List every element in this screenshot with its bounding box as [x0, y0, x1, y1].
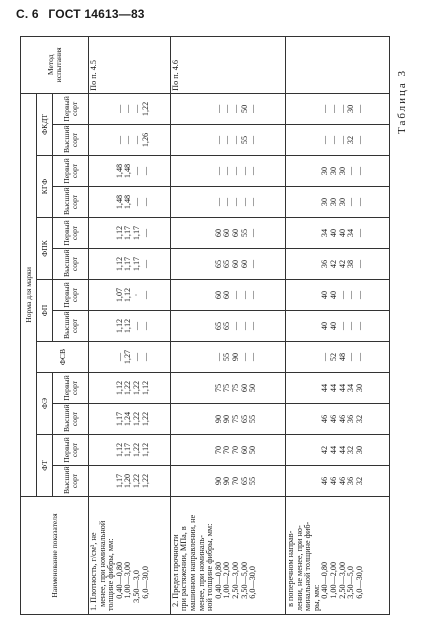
header-brand-kgf: КГФ — [37, 156, 53, 218]
grade-first: Первый сорт — [53, 156, 89, 187]
value-cell: 1,12 1,22 1,22 1,12 — [89, 373, 171, 404]
value-cell: 36 42 42 38 — — [285, 249, 389, 280]
value-cell: 30 30 30 — — — [285, 187, 389, 218]
header-norm: Норма для марки — [21, 93, 37, 496]
value-cell: 40 40 — — — — [285, 280, 389, 311]
table-row — [89, 36, 171, 614]
value-cell: 70 70 70 60 50 — [170, 435, 285, 466]
value-cell: 65 65 60 60 — — [170, 249, 285, 280]
grade-top: Высший сорт — [53, 125, 89, 156]
value-cell: 65 65 — — — — [170, 311, 285, 342]
standard-code: ГОСТ 14613—83 — [48, 7, 145, 21]
grade-first: Первый сорт — [53, 373, 89, 404]
value-cell: — — — 1,22 — [89, 93, 171, 124]
grade-first: Первый сорт — [53, 93, 89, 124]
method-cell — [285, 36, 389, 93]
indicator-name: 2. Предел прочности при растяжении, МПа, в машинном направлении, не менее, при номиналь- ной толщине фибры, мм: 0,40—0,80 1,00—2,00 2,50—3,00 3,50—5,00 6,0—30,0 — [170, 497, 285, 615]
method-cell: По п. 4.6 — [170, 36, 285, 93]
grade-first: Первый сорт — [53, 218, 89, 249]
value-cell: 42 44 44 32 30 — [285, 435, 389, 466]
value-cell: 40 40 — — — — [285, 311, 389, 342]
grade-top: Высший сорт — [53, 404, 89, 435]
value-cell: — 52 48 — — — [285, 342, 389, 373]
header-brand-fp: ФП — [37, 280, 53, 342]
value-cell: 1,48 1,48 — — — [89, 156, 171, 187]
value-cell: 34 40 40 34 — — [285, 218, 389, 249]
value-cell: 1,17 1,20 1,22 1,22 — [89, 466, 171, 497]
indicator-name: 1. Плотность, г/см³, не менее, при номинальной толщине фибры, мм: 0,40—0,80 1,00—3,00 3,50—3,0 6,0—30,0 — [89, 497, 171, 615]
table-row — [170, 36, 285, 614]
value-cell: — — — 50 — — [170, 93, 285, 124]
value-cell: 1,12 1,17 1,22 1,12 — [89, 435, 171, 466]
value-cell: — — — 32 — — [285, 125, 389, 156]
grade-first: Первый сорт — [53, 280, 89, 311]
grade-top: Высший сорт — [53, 249, 89, 280]
grade-top: Высший сорт — [53, 311, 89, 342]
value-cell: 1,07 1,12 · — — [89, 280, 171, 311]
value-cell: 1,48 1,48 — — — [89, 187, 171, 218]
header-brand-fpk: ФПК — [37, 218, 53, 280]
value-cell: 1,12 1,12 — — — [89, 311, 171, 342]
value-cell: 60 60 60 55 — — [170, 218, 285, 249]
value-cell: — 1,27 — — — [89, 342, 171, 373]
value-cell: 1,12 1,17 1,17 — — [89, 218, 171, 249]
value-cell: 90 90 70 65 55 — [170, 466, 285, 497]
header-method: Метод испытания — [21, 36, 89, 93]
value-cell: 60 60 — — — — [170, 280, 285, 311]
table-body — [89, 36, 390, 614]
value-cell: 46 46 46 36 32 — [285, 466, 389, 497]
page-number: С. 6 — [16, 7, 39, 21]
table-title: Таблица 3 — [396, 68, 408, 134]
value-cell: — — — — — — [170, 156, 285, 187]
header-indicator-name: Наименование показателя — [21, 497, 89, 615]
header-brand-fe: ФЭ — [37, 373, 53, 435]
header-brand-fsv: ФСВ — [37, 342, 89, 373]
value-cell: 1,12 1,17 1,17 — — [89, 249, 171, 280]
value-cell: 44 44 44 34 30 — [285, 373, 389, 404]
value-cell: — — — 30 — — [285, 93, 389, 124]
value-cell: 75 75 75 60 50 — [170, 373, 285, 404]
value-cell: 30 30 30 — — — [285, 156, 389, 187]
value-cell: — 55 90 — — — [170, 342, 285, 373]
value-cell: 90 90 75 65 55 — [170, 404, 285, 435]
header-brand-ft: ФТ — [37, 435, 53, 497]
grade-top: Высший сорт — [53, 187, 89, 218]
indicator-name: в поперечном направ- лении, не менее, при но- минальной толщине фиб- ры, мм: 0,40—0,80 1,00—2,00 2,50—3,00 3,50—5,0 6,0—30,0 — [285, 497, 389, 615]
method-cell: По п. 4.5 — [89, 36, 171, 93]
value-cell: 46 46 46 36 32 — [285, 404, 389, 435]
table-row — [285, 36, 389, 614]
header-brand-fkdt: ФКДТ — [37, 93, 53, 155]
value-cell: — — — 55 — — [170, 125, 285, 156]
value-cell: — — — 1,26 — [89, 125, 171, 156]
grade-first: Первый сорт — [53, 435, 89, 466]
specification-table — [20, 36, 390, 615]
value-cell: 1,17 1,24 1,22 1,22 — [89, 404, 171, 435]
grade-top: Высший сорт — [53, 466, 89, 497]
value-cell: — — — — — — [170, 187, 285, 218]
